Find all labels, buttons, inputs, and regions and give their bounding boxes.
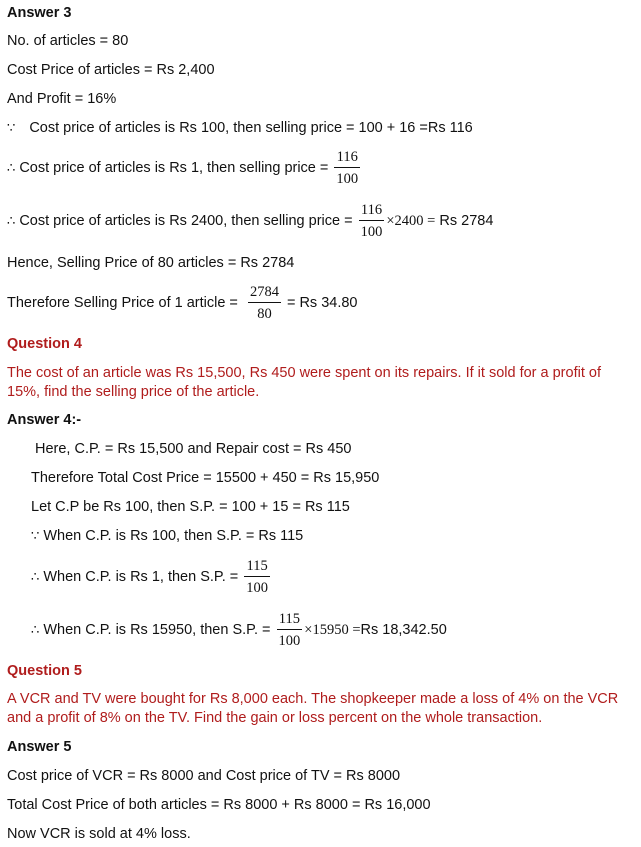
answer-3-line-8-result: = Rs 34.80 <box>286 294 358 311</box>
answer-5-line-3: Now VCR is sold at 4% loss. <box>7 826 191 842</box>
answer-3-line-6-result: Rs 2784 <box>439 212 494 229</box>
answer-5-line-1: Cost price of VCR = Rs 8000 and Cost price of TV = Rs 8000 <box>7 768 401 784</box>
fraction <box>248 284 281 322</box>
question-5-heading: Question 5 <box>7 663 82 679</box>
fraction <box>277 611 303 649</box>
answer-3-line-4-text: Cost price of articles is Rs 100, then selling price = 100 + 16 =Rs 116 <box>29 120 473 136</box>
answer-4-line-6 <box>31 611 447 649</box>
answer-3-line-6-text: Cost price of articles is Rs 2400, then selling price = <box>19 212 353 229</box>
answer-3-line-3: And Profit = 16% <box>7 91 117 107</box>
fraction-numerator: 116 <box>359 202 385 221</box>
answer-3-line-8 <box>7 284 358 322</box>
answer-4-line-4 <box>31 527 303 546</box>
fraction-numerator: 116 <box>334 149 360 168</box>
answer-4-line-4-text: When C.P. is Rs 100, then S.P. = Rs 115 <box>43 528 304 544</box>
answer-4-line-2: Therefore Total Cost Price = 15500 + 450 = Rs 15,950 <box>31 470 380 486</box>
question-5-text-line-1: A VCR and TV were bought for Rs 8,000 each. The shopkeeper made a loss of 4% on the VCR <box>7 691 619 707</box>
answer-3-line-6 <box>7 202 493 240</box>
answer-4-line-6-result: Rs 18,342.50 <box>360 621 447 638</box>
therefore-symbol: ∴ <box>31 622 40 638</box>
answer-4-line-1: Here, C.P. = Rs 15,500 and Repair cost = Rs 450 <box>35 441 352 457</box>
question-4-text-line-2: 15%, find the selling price of the article. <box>7 384 260 400</box>
answer-4-line-3: Let C.P be Rs 100, then S.P. = 100 + 15 = Rs 115 <box>31 499 350 515</box>
answer-4-heading: Answer 4:- <box>7 412 82 428</box>
therefore-symbol: ∴ <box>31 569 40 585</box>
fraction-numerator: 115 <box>277 611 303 630</box>
answer-5-line-2: Total Cost Price of both articles = Rs 8000 + Rs 8000 = Rs 16,000 <box>7 797 431 813</box>
fraction <box>244 558 270 596</box>
answer-5-heading: Answer 5 <box>7 739 72 755</box>
fraction-denominator: 100 <box>336 171 359 187</box>
answer-3-line-5-text: Cost price of articles is Rs 1, then selling price = <box>19 159 329 176</box>
multiplication-expression: ×2400 = <box>386 212 436 229</box>
fraction-numerator: 2784 <box>248 284 281 303</box>
answer-4-line-5 <box>31 558 272 596</box>
question-5-text-line-2: and a profit of 8% on the TV. Find the gain or loss percent on the whole transaction. <box>7 710 543 726</box>
fraction-denominator: 100 <box>360 224 383 240</box>
answer-4-line-5-text: When C.P. is Rs 1, then S.P. = <box>43 568 239 585</box>
therefore-symbol: ∴ <box>7 213 16 229</box>
answer-3-line-1: No. of articles = 80 <box>7 33 129 49</box>
answer-3-line-2: Cost Price of articles = Rs 2,400 <box>7 62 215 78</box>
answer-3-line-5 <box>7 149 362 187</box>
fraction-numerator: 115 <box>244 558 270 577</box>
because-symbol: ∵ <box>7 121 16 136</box>
fraction <box>334 149 360 187</box>
because-symbol: ∵ <box>31 529 40 544</box>
answer-3-heading: Answer 3 <box>7 5 72 21</box>
multiplication-expression: ×15950 = <box>304 621 361 638</box>
answer-4-line-6-text: When C.P. is Rs 15950, then S.P. = <box>43 621 271 638</box>
question-4-heading: Question 4 <box>7 336 82 352</box>
answer-3-line-8-text: Therefore Selling Price of 1 article = <box>7 294 238 311</box>
answer-3-line-4 <box>7 119 473 138</box>
question-4-text-line-1: The cost of an article was Rs 15,500, Rs 450 were spent on its repairs. If it sold for a profit of <box>7 365 601 381</box>
answer-3-line-7: Hence, Selling Price of 80 articles = Rs 2784 <box>7 255 295 271</box>
fraction-denominator: 80 <box>257 306 272 322</box>
fraction-denominator: 100 <box>246 580 269 596</box>
therefore-symbol: ∴ <box>7 160 16 176</box>
fraction-denominator: 100 <box>278 633 301 649</box>
fraction <box>359 202 385 240</box>
